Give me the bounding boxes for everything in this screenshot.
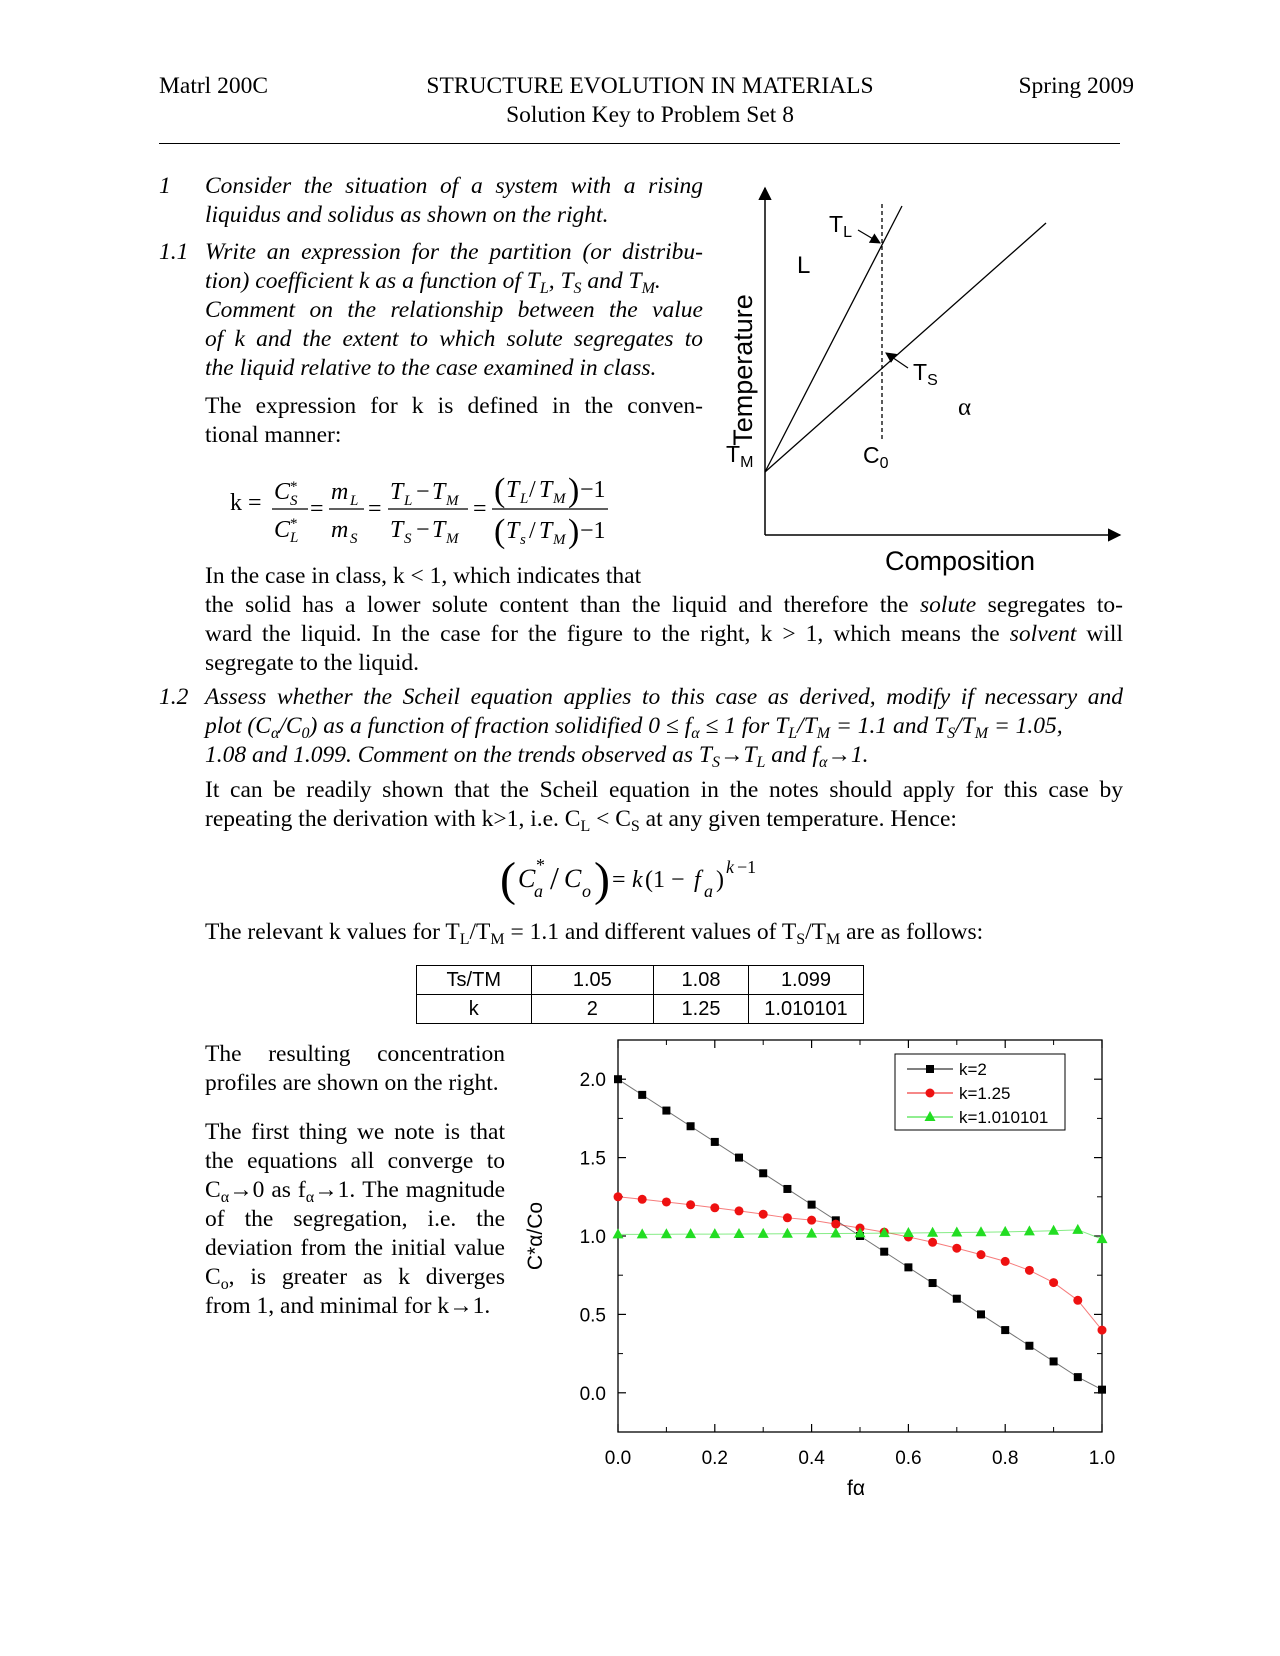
svg-text:(1 −: (1 − — [645, 867, 685, 893]
series-k=1.25 — [614, 1192, 1107, 1334]
q12-number: 1.2 — [159, 684, 189, 710]
svg-text:C: C — [564, 864, 582, 893]
data-point — [806, 1228, 817, 1238]
data-point — [904, 1263, 912, 1271]
data-point — [734, 1228, 745, 1238]
q12-answer — [205, 776, 1123, 834]
y-tick-label: 0.0 — [579, 1383, 606, 1405]
svg-text:*: * — [290, 516, 298, 532]
header-course: Matrl 200C — [159, 73, 269, 99]
data-point — [953, 1295, 961, 1303]
svg-text:): ) — [594, 853, 610, 906]
k-values-table — [416, 965, 864, 1024]
svg-text:T: T — [506, 518, 520, 544]
q11-line2-b: , T — [548, 268, 574, 294]
header-subtitle: Solution Key to Problem Set 8 — [506, 102, 794, 128]
legend-label: k=1.010101 — [959, 1108, 1049, 1127]
data-point — [1001, 1326, 1009, 1334]
q11-line4: of k and the extent to which solute segregates to — [205, 326, 703, 352]
svg-text:m: m — [331, 479, 349, 505]
svg-text:T: T — [390, 479, 404, 505]
pd-label-TS: $T_S$ — [913, 359, 938, 389]
data-point — [831, 1220, 840, 1229]
q11-ans-line5: ward the liquid. In the case for the figure to the right, k > 1, which means the solvent will — [205, 621, 1123, 647]
y-tick-label: 2.0 — [579, 1070, 606, 1092]
q12-text — [205, 683, 1123, 770]
data-point — [758, 1228, 769, 1238]
svg-text:k =: k = — [230, 490, 262, 516]
q11-line2-c: and T — [581, 268, 642, 294]
table-row — [417, 995, 864, 1024]
q12-ans-line3: The relevant k values for $T_L/T_M = 1.1$ and different values of $T_S/T_M$ are as follows: — [205, 919, 984, 948]
svg-text:−1: −1 — [580, 518, 606, 544]
results-text — [205, 1040, 505, 1321]
svg-text:=: = — [473, 496, 487, 522]
data-point — [1025, 1266, 1034, 1275]
svg-text:T: T — [432, 479, 446, 505]
data-point — [1025, 1342, 1033, 1350]
svg-text:L: L — [290, 530, 299, 546]
data-point — [613, 1228, 624, 1238]
chart-xlabel: fα — [847, 1477, 865, 1500]
svg-text:S: S — [290, 493, 298, 509]
data-point — [977, 1310, 985, 1318]
series-line — [618, 1197, 1102, 1330]
svg-text:=: = — [310, 496, 324, 522]
table-cell: 1.010101 — [748, 995, 863, 1024]
svg-text:(: ( — [500, 853, 516, 906]
q11-ans-line3: In the case in class, k < 1, which indicates that — [205, 563, 642, 589]
data-point — [808, 1201, 816, 1209]
q12-line3: 1.08 and 1.099. Comment on the trends observed as $T_S\to T_L$ and $f_\alpha\to 1$. — [205, 742, 869, 771]
pd-label-TL: $T_L$ — [829, 211, 852, 241]
data-point — [1001, 1257, 1010, 1266]
svg-text:−: − — [416, 517, 430, 543]
svg-text:(: ( — [494, 513, 506, 550]
q1-text: Consider the situation of a system with a rising liquidus and solidus as shown on the right. — [205, 173, 703, 228]
svg-text:−1: −1 — [580, 477, 606, 503]
solute-word: solute — [920, 592, 977, 618]
legend-label: k=1.25 — [959, 1084, 1011, 1103]
y-tick-label: 1.5 — [579, 1148, 606, 1170]
q12-ans-line1: It can be readily shown that the Scheil equation in the notes should apply for this case by — [205, 777, 1123, 803]
data-point — [638, 1195, 647, 1204]
q12-ans-line2: repeating the derivation with k>1, i.e. $C_L < C_S$ at any given temperature. Hence: — [205, 806, 957, 835]
data-point — [880, 1248, 888, 1256]
q11-ans-line2: tional manner: — [205, 422, 342, 448]
results-para1: The resulting concentration profiles are shown on the right. — [205, 1041, 505, 1096]
q11-answer-intro — [205, 392, 703, 450]
svg-text:=: = — [368, 496, 382, 522]
data-point — [710, 1203, 719, 1212]
svg-text:): ) — [568, 472, 580, 509]
q11-line5: the liquid relative to the case examined in class. — [205, 355, 657, 381]
q12-line1: Assess whether the Scheil equation applies to this case as derived, modify if necessary and — [205, 684, 1123, 710]
data-point — [807, 1216, 816, 1225]
data-point — [927, 1227, 938, 1237]
k-equation — [228, 465, 648, 555]
legend-marker — [926, 1089, 935, 1098]
data-point — [1073, 1296, 1082, 1305]
data-point — [662, 1107, 670, 1115]
table-header-row — [417, 966, 864, 995]
q11-line2: tion) coefficient k as a function of $T_L$, $T_S$ and $T_M$. — [205, 268, 661, 297]
svg-text:T: T — [539, 518, 553, 544]
x-tick-label: 0.0 — [604, 1448, 632, 1469]
data-point — [783, 1185, 791, 1193]
svg-text:): ) — [716, 867, 724, 893]
table-cell: 1.099 — [748, 966, 863, 995]
pd-label-TM: $T_M$ — [726, 441, 754, 471]
data-point — [1074, 1373, 1082, 1381]
data-point — [830, 1227, 841, 1237]
q11-number: 1.1 — [159, 239, 189, 265]
svg-text:L: L — [404, 493, 413, 509]
svg-text:k: k — [632, 867, 643, 893]
svg-text:=: = — [612, 867, 626, 893]
q11-answer-rest — [205, 562, 1123, 678]
table-cell: 1.25 — [654, 995, 749, 1024]
data-point — [783, 1213, 792, 1222]
y-tick-label: 0.5 — [579, 1305, 606, 1327]
svg-text:T: T — [390, 517, 404, 543]
svg-text:o: o — [582, 881, 591, 901]
data-point — [687, 1122, 695, 1130]
chart-ylabel: C*α/Co — [524, 1201, 547, 1271]
svg-text:M: M — [446, 493, 459, 509]
data-point — [951, 1226, 962, 1236]
svg-text:/: / — [550, 860, 559, 896]
y-tick-label: 1.0 — [579, 1227, 606, 1248]
svg-text:/: / — [529, 477, 536, 503]
svg-text:): ) — [568, 513, 580, 550]
svg-text:*: * — [290, 479, 298, 495]
phase-diagram — [700, 170, 1140, 590]
data-point — [685, 1228, 696, 1238]
q11-ans-line6: segregate to the liquid. — [205, 650, 420, 676]
x-tick-label: 0.2 — [701, 1448, 729, 1469]
data-point — [759, 1169, 767, 1177]
data-point — [929, 1279, 937, 1287]
svg-text:T: T — [506, 477, 520, 503]
svg-text:a: a — [534, 881, 543, 901]
data-point — [782, 1228, 793, 1238]
svg-text:k: k — [726, 857, 734, 877]
q11-line1: Write an expression for the partition (or distribu- — [205, 239, 703, 265]
scheil-equation — [500, 845, 790, 915]
data-point — [1048, 1225, 1059, 1235]
data-point — [928, 1238, 937, 1247]
q11-ans-line1: The expression for k is defined in the conven- — [205, 393, 703, 419]
svg-text:L: L — [520, 491, 529, 507]
data-point — [1072, 1224, 1083, 1234]
svg-text:/: / — [529, 518, 536, 544]
table-cell: 1.05 — [531, 966, 654, 995]
pd-label-L: L — [797, 252, 811, 279]
data-point — [614, 1075, 622, 1083]
svg-text:s: s — [520, 532, 526, 548]
svg-text:C: C — [518, 864, 536, 893]
x-tick-label: 0.6 — [895, 1448, 922, 1469]
data-point — [952, 1244, 961, 1253]
pd-xlabel: Composition — [884, 546, 1036, 576]
data-point — [1098, 1326, 1107, 1335]
svg-text:m: m — [331, 517, 349, 543]
svg-text:M: M — [553, 532, 566, 548]
q11-line2-a: tion) coefficient k as a function of T — [205, 268, 540, 294]
svg-text:S: S — [404, 531, 412, 547]
header-rule — [159, 143, 1120, 144]
svg-text:*: * — [536, 855, 545, 875]
x-tick-label: 0.4 — [798, 1448, 825, 1469]
solvent-word: solvent — [1009, 621, 1077, 647]
q11-text — [205, 238, 703, 383]
x-tick-label: 0.8 — [991, 1448, 1019, 1469]
svg-text:M: M — [446, 531, 459, 547]
data-point — [1049, 1278, 1058, 1287]
svg-text:S: S — [350, 531, 358, 547]
table-cell: Ts/TM — [417, 966, 532, 995]
table-cell: 2 — [531, 995, 654, 1024]
data-point — [1000, 1226, 1011, 1236]
q12-line2: plot $(C_\alpha/C_0)$ as a function of fraction solidified $0 \le f_\alpha \le 1$ for $T_L/T_M = 1.1$ and $T_S/T_M = 1.05$, — [205, 713, 1063, 742]
legend-marker — [926, 1065, 934, 1073]
pd-label-C0: $C_0$ — [863, 442, 889, 472]
q11-ans-line4: the solid has a lower solute content than the liquid and therefore the solute segregates to- — [205, 592, 1123, 618]
results-para2: The first thing we note is that the equations all converge to $C_\alpha\to 0$ as $f_\alpha\to 1$. The magnitude of the segregation, i.e. the deviation from the initial value $C_o$, is greater as k diverges from 1, and minimal for k→1. — [205, 1119, 506, 1319]
tl-arrow — [858, 230, 880, 243]
svg-text:T: T — [432, 517, 446, 543]
svg-text:C: C — [274, 517, 291, 543]
data-point — [637, 1228, 648, 1238]
svg-text:C: C — [274, 479, 291, 505]
data-point — [735, 1154, 743, 1162]
svg-text:(: ( — [494, 472, 506, 509]
table-cell: 1.08 — [654, 966, 749, 995]
data-point — [1024, 1225, 1035, 1235]
svg-text:M: M — [553, 491, 566, 507]
q1-number: 1 — [159, 173, 171, 199]
data-point — [711, 1138, 719, 1146]
svg-text:f: f — [694, 867, 701, 893]
data-point — [661, 1228, 672, 1238]
table-cell: k — [417, 995, 532, 1024]
data-point — [614, 1192, 623, 1201]
data-point — [977, 1250, 986, 1259]
pd-label-alpha: α — [958, 394, 972, 421]
data-point — [1050, 1357, 1058, 1365]
concentration-chart — [520, 1030, 1130, 1530]
data-point — [638, 1091, 646, 1099]
svg-text:−: − — [416, 479, 430, 505]
svg-text:a: a — [704, 881, 713, 901]
q11-line3: Comment on the relationship between the value — [205, 297, 703, 323]
data-point — [735, 1206, 744, 1215]
data-point — [662, 1197, 671, 1206]
header-term: Spring 2009 — [1018, 73, 1134, 99]
data-point — [903, 1227, 914, 1237]
data-point — [1098, 1386, 1106, 1394]
data-point — [709, 1228, 720, 1238]
data-point — [976, 1226, 987, 1236]
svg-text:T: T — [539, 477, 553, 503]
data-point — [686, 1200, 695, 1209]
data-point — [759, 1210, 768, 1219]
header-title: STRUCTURE EVOLUTION IN MATERIALS — [426, 73, 874, 99]
svg-text:L: L — [350, 493, 359, 509]
x-tick-label: 1.0 — [1088, 1448, 1116, 1469]
pd-ylabel: Temperature — [728, 294, 758, 446]
legend-label: k=2 — [959, 1060, 987, 1079]
svg-text:−1: −1 — [737, 857, 757, 877]
